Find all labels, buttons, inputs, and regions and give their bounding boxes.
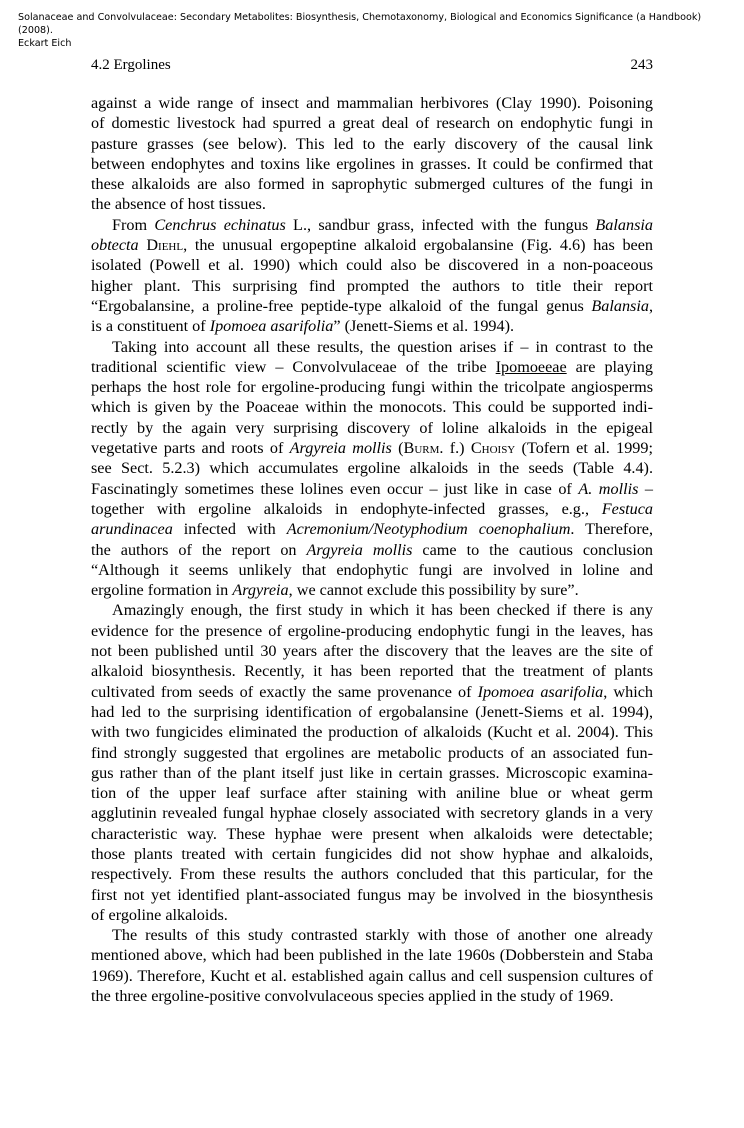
text-line (91, 682, 653, 702)
text-run: higher plant. This surprising find prompted the authors to title their report (91, 276, 653, 295)
text-line (91, 824, 653, 844)
text-line (91, 316, 653, 336)
text-line (91, 418, 653, 438)
text-run: these alkaloids are also formed in saprophytic submerged cultures of the fungi in (91, 175, 653, 194)
text-line (91, 113, 653, 133)
italic-term: Argyreia mollis (289, 439, 392, 458)
italic-term: Argyreia (232, 581, 289, 600)
text-line (91, 885, 653, 905)
source-citation (18, 11, 734, 50)
running-head (91, 55, 653, 75)
text-run: alkaloid biosynthesis. Recently, it has been reported that the treatment of plants (91, 662, 653, 681)
text-run: , (648, 296, 653, 315)
text-run: had led to the surprising identification of ergobalansine (Jenett-Siems et al. 1994), (91, 702, 653, 721)
text-run: which is given by the Poaceae within the monocots. This could be supported indi- (91, 398, 653, 417)
italic-term: Balansia (591, 296, 649, 315)
text-line (91, 479, 653, 499)
text-line (91, 499, 653, 519)
text-line (91, 763, 653, 783)
text-run: with two fungicides eliminated the production of alkaloids (Kucht et al. 2004). This (91, 723, 653, 742)
text-run: vegetative parts and roots of (91, 439, 290, 458)
italic-term: Argyreia mollis (306, 540, 413, 559)
section-title: 4.2 Ergolines (91, 57, 171, 73)
author-name: Diehl (146, 236, 184, 255)
source-title: Solanaceae and Convolvulaceae: Secondary Metabolites: Biosynthesis, Chemotaxonomy, Biological and Economics Significance (a Handbook) (2008). (18, 12, 702, 36)
text-run: the three ergoline-positive convolvulaceous species applied in the study of 1969. (91, 987, 614, 1006)
text-run: ” (Jenett-Siems et al. 1994). (333, 317, 515, 336)
underlined-term: Ipomoeeae (495, 357, 567, 376)
text-line (91, 844, 653, 864)
text-run: ergoline formation in (91, 581, 233, 600)
text-run: pasture grasses (see below). This led to the early discovery of the causal link (91, 134, 653, 153)
text-run: ( (391, 439, 404, 458)
text-run: isolated (Powell et al. 1990) which could also be discovered in a non-poaceous (91, 256, 653, 275)
text-line (91, 580, 653, 600)
text-run: evidence for the presence of ergoline-producing endophytic fungi in the leaves, has (91, 621, 653, 640)
text-line (91, 458, 653, 478)
text-line (91, 945, 653, 965)
text-line (91, 377, 653, 397)
text-run: mentioned above, which had been published in the late 1960s (Dobberstein and Staba (91, 946, 653, 965)
text-run: , which (603, 682, 653, 701)
author-name: Burm (403, 439, 440, 458)
text-line (91, 702, 653, 722)
text-run: “Ergobalansine, a proline-free peptide-type alkaloid of the fungal genus (91, 296, 592, 315)
text-line (91, 540, 653, 560)
text-line (91, 357, 653, 377)
text-run: perhaps the host role for ergoline-producing fungi within the tricolpate angiosperms (91, 378, 653, 397)
text-line (91, 438, 653, 458)
text-run: the absence of host tissues. (91, 195, 266, 214)
text-run: of domestic livestock had spurred a great deal of research on endophytic fungi in (91, 114, 653, 133)
text-line (91, 174, 653, 194)
text-run: , the unusual ergopeptine alkaloid ergobalansine (Fig. 4.6) has been (183, 236, 653, 255)
italic-term: Festuca (601, 499, 653, 518)
text-run: not been published until 30 years after the discovery that the leaves are the site of (91, 642, 653, 661)
text-run: The results of this study contrasted starkly with those of another one already (112, 926, 653, 945)
text-run: Fascinatingly sometimes these lolines even occur – just like in case of (91, 479, 579, 498)
text-run: came to the cautious conclusion (412, 540, 654, 559)
text-line (91, 661, 653, 681)
italic-term: Ipomoea asarifolia (209, 317, 334, 336)
text-run: infected with (172, 520, 287, 539)
text-line (91, 235, 653, 255)
text-run: first not yet identified plant-associated fungus may be involved in the biosynthesis (91, 885, 653, 904)
text-line (91, 255, 653, 275)
text-run: the authors of the report on (91, 540, 307, 559)
text-line (91, 722, 653, 742)
text-line (91, 296, 653, 316)
text-run: see Sect. 5.2.3) which accumulates ergoline alkaloids in the seeds (Table 4.4). (91, 459, 653, 478)
text-run: cultivated from seeds of exactly the same provenance of (91, 682, 478, 701)
italic-term: Acremonium/Neotyphodium coenophalium (286, 520, 571, 539)
text-line (91, 966, 653, 986)
text-run: tion of the upper leaf surface after staining with aniline blue or wheat germ (91, 784, 653, 803)
italic-term: A. mollis (578, 479, 639, 498)
text-line (91, 276, 653, 296)
text-run: From (112, 215, 155, 234)
text-line (91, 986, 653, 1006)
text-run: – (638, 479, 654, 498)
text-run: respectively. From these results the authors concluded that this particular, for the (91, 865, 653, 884)
text-run: L., sandbur grass, infected with the fungus (285, 215, 596, 234)
text-run: Amazingly enough, the first study in which it has been checked if there is any (112, 601, 653, 620)
body-text (91, 93, 653, 1006)
text-run: agglutinin revealed fungal hyphae closely associated with secretory glands in a very (91, 804, 653, 823)
page-number: 243 (630, 57, 653, 73)
text-line (91, 641, 653, 661)
text-run: is a constituent of (91, 317, 210, 336)
text-run: against a wide range of insect and mammalian herbivores (Clay 1990). Poisoning (91, 94, 653, 112)
italic-term: Ipomoea asarifolia (477, 682, 604, 701)
text-run: , we cannot exclude this possibility by sure”. (288, 581, 579, 600)
text-run: Taking into account all these results, the question arises if – in contrast to the (112, 337, 653, 356)
text-run: . Therefore, (570, 520, 653, 539)
text-run: . f.) (439, 439, 471, 458)
text-run: 1969). Therefore, Kucht et al. established again callus and cell suspension cultures of (91, 966, 653, 985)
text-line (91, 194, 653, 214)
text-line (91, 783, 653, 803)
text-run: between endophytes and toxins like ergolines in grasses. It could be confirmed that (91, 154, 653, 173)
text-line (91, 925, 653, 945)
text-line (91, 397, 653, 417)
text-line (91, 600, 653, 620)
text-line (91, 519, 653, 539)
text-line (91, 154, 653, 174)
author-name: Choisy (470, 439, 516, 458)
text-run: characteristic way. These hyphae were present when alkaloids were detectable; (91, 824, 653, 843)
source-author: Eckart Eich (18, 38, 72, 49)
text-line (91, 864, 653, 884)
text-line (91, 134, 653, 154)
text-line (91, 743, 653, 763)
text-line (91, 803, 653, 823)
text-run: gus rather than of the plant itself just like in certain grasses. Microscopic examina- (91, 763, 653, 782)
text-run: (Tofern et al. 1999; (515, 439, 653, 458)
text-line (91, 905, 653, 925)
text-run: find strongly suggested that ergolines are metabolic products of an associated fun- (91, 743, 653, 762)
text-run: rectly by the again very surprising discovery of loline alkaloids in the epigeal (91, 418, 653, 437)
text-run: those plants treated with certain fungicides did not show hyphae and alkaloids, (91, 844, 653, 863)
italic-term: Cenchrus echinatus (154, 215, 286, 234)
text-run: traditional scientific view – Convolvulaceae of the tribe (91, 357, 496, 376)
text-run: “Although it seems unlikely that endophytic fungi are involved in loline and (91, 560, 653, 579)
italic-term: Balansia (595, 215, 653, 234)
text-line (91, 215, 653, 235)
text-line (91, 621, 653, 641)
text-run: of ergoline alkaloids. (91, 905, 228, 924)
text-line (91, 337, 653, 357)
italic-term: obtecta (91, 236, 139, 255)
text-run: are playing (566, 357, 653, 376)
italic-term: arundinacea (91, 520, 173, 539)
text-run: together with ergoline alkaloids in endophyte-infected grasses, e.g., (91, 499, 602, 518)
text-line (91, 93, 653, 113)
text-line (91, 560, 653, 580)
